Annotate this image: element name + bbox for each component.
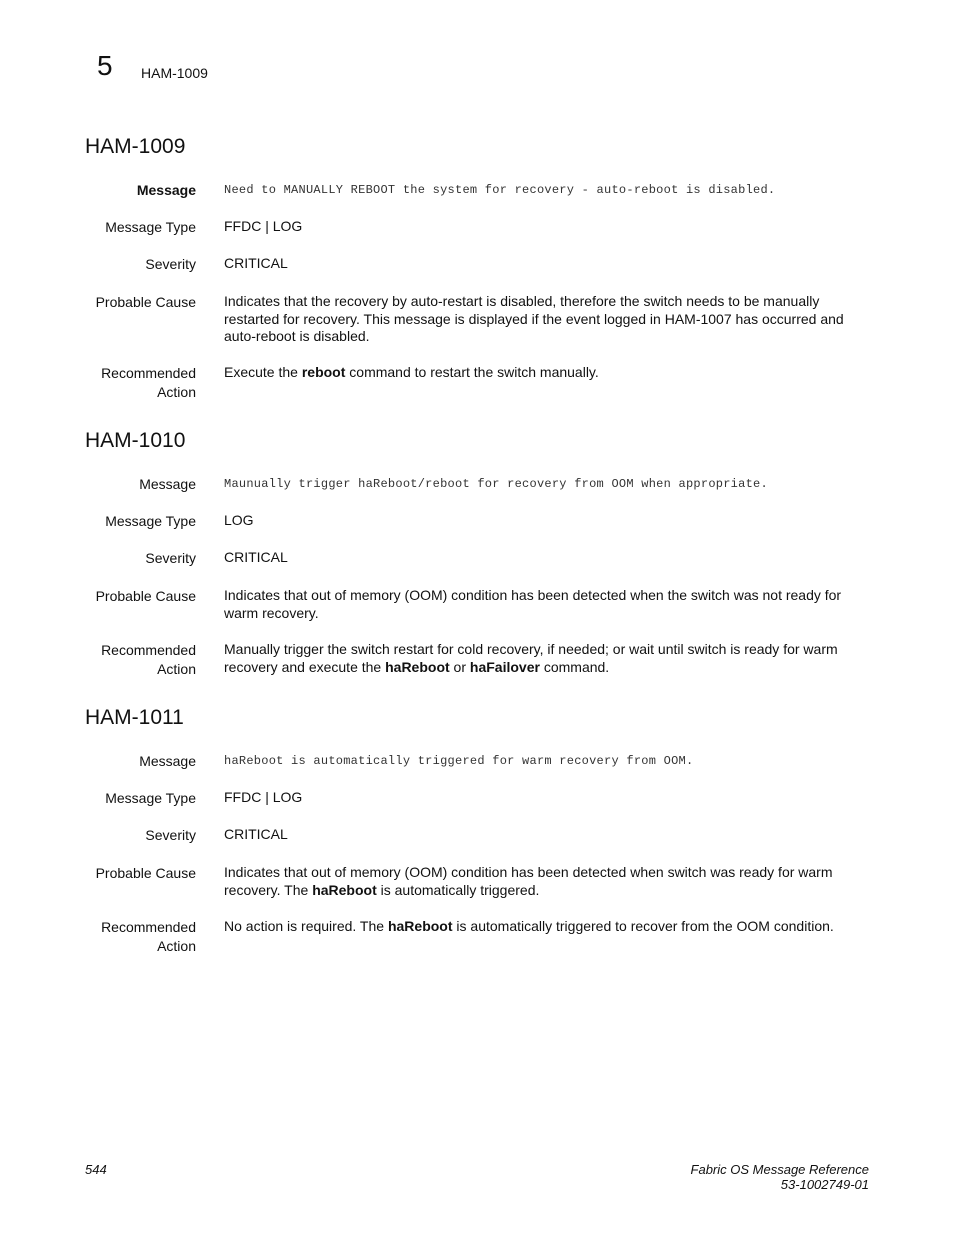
message-text: Need to MANUALLY REBOOT the system for recovery - auto-reboot is disabled. xyxy=(224,183,776,197)
text-run: is automatically triggered to recover from the OOM condition. xyxy=(452,918,834,934)
message-text: haReboot is automatically triggered for warm recovery from OOM. xyxy=(224,754,694,768)
text-run: No action is required. The xyxy=(224,918,388,934)
probable-cause-label: Probable Cause xyxy=(95,294,196,310)
running-header-title: HAM-1009 xyxy=(141,65,208,81)
severity-value: CRITICAL xyxy=(224,826,288,842)
section-title: HAM-1011 xyxy=(85,706,184,729)
probable-cause-label: Probable Cause xyxy=(95,588,196,604)
text-run: is automatically triggered. xyxy=(376,881,540,898)
recommended-action-label xyxy=(60,641,196,679)
probable-cause-label: Probable Cause xyxy=(95,865,196,881)
command-name: haReboot xyxy=(312,881,377,898)
command-name: haFailover xyxy=(469,658,540,675)
label-line-1: Recommended xyxy=(101,642,196,658)
footer-doc-info xyxy=(691,1162,869,1192)
message-label: Message xyxy=(136,182,196,198)
recommended-action-text xyxy=(224,641,854,676)
command-name: haReboot xyxy=(387,918,453,934)
severity-label: Severity xyxy=(145,256,196,272)
recommended-action-text xyxy=(224,364,854,382)
text-run: command to restart the switch manually. xyxy=(345,364,599,380)
probable-cause-text: Indicates that out of memory (OOM) condition has been detected when the switch was not ready for warm recovery. xyxy=(224,587,842,621)
recommended-action-label xyxy=(60,918,196,956)
section-title: HAM-1010 xyxy=(85,429,186,452)
severity-value: CRITICAL xyxy=(224,255,288,271)
severity-value: CRITICAL xyxy=(224,549,288,565)
text-run: Indicates that out of memory (OOM) condition has been detected when switch was ready for warm recovery. The xyxy=(224,864,833,898)
command-name: haReboot xyxy=(385,658,450,675)
message-type-label: Message Type xyxy=(105,513,196,529)
message-label: Message xyxy=(139,753,196,769)
text-run: command. xyxy=(539,658,610,675)
recommended-action-label xyxy=(60,364,196,402)
command-name: reboot xyxy=(301,364,346,380)
footer-doc-title: Fabric OS Message Reference xyxy=(690,1162,869,1177)
message-type-value: FFDC | LOG xyxy=(224,789,303,805)
text-run: Manually trigger the switch restart for cold recovery, if needed; or wait until switch is ready for warm recovery and execute the xyxy=(224,641,838,675)
message-type-label: Message Type xyxy=(105,790,196,806)
recommended-action-text xyxy=(224,918,854,936)
text-run: or xyxy=(449,658,470,675)
message-type-value: LOG xyxy=(224,512,254,528)
chapter-number: 5 xyxy=(97,50,113,81)
probable-cause-text: Indicates that the recovery by auto-restart is disabled, therefore the switch needs to be manually restarted for recovery. This message is displayed if the event logged in HAM-1007 has occurred and auto-reboot is disabled. xyxy=(224,293,844,344)
message-type-label: Message Type xyxy=(105,219,196,235)
severity-label: Severity xyxy=(145,827,196,843)
text-run: Execute the xyxy=(224,364,302,380)
label-line-1: Recommended xyxy=(101,919,196,935)
message-text: Maunually trigger haReboot/reboot for recovery from OOM when appropriate. xyxy=(224,477,768,491)
section-title: HAM-1009 xyxy=(85,135,186,158)
label-line-2: Action xyxy=(157,661,196,677)
message-type-value: FFDC | LOG xyxy=(224,218,303,234)
footer-page-number: 544 xyxy=(85,1162,107,1177)
message-label: Message xyxy=(139,476,196,492)
label-line-1: Recommended xyxy=(101,365,196,381)
probable-cause-text xyxy=(224,864,854,899)
label-line-2: Action xyxy=(157,938,196,954)
label-line-2: Action xyxy=(157,384,196,400)
footer-doc-number: 53-1002749-01 xyxy=(780,1177,869,1192)
severity-label: Severity xyxy=(145,550,196,566)
